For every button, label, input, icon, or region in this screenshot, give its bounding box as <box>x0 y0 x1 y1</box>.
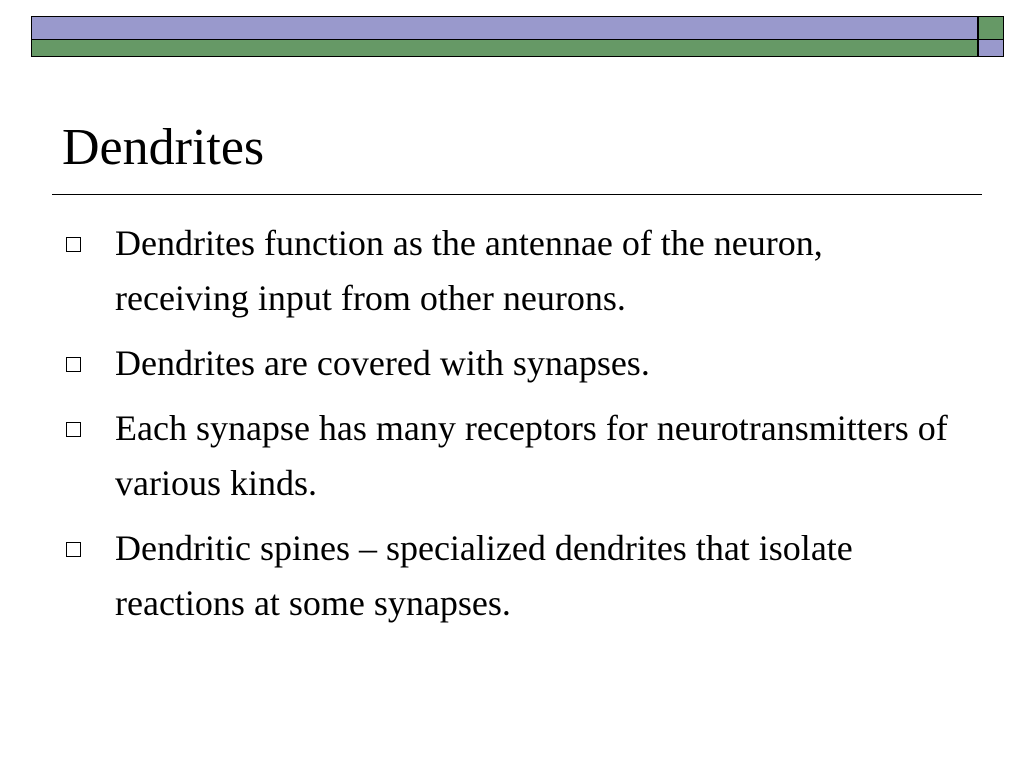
bullet-text: Each synapse has many receptors for neurotransmitters of various kinds. <box>115 408 948 503</box>
header-bar-bottom-band <box>32 39 977 56</box>
corner-box-bottom-band <box>979 39 1003 56</box>
hollow-square-bullet-icon <box>66 422 81 437</box>
bullet-text: Dendrites are covered with synapses. <box>115 343 650 383</box>
bullet-text: Dendrites function as the antennae of the neuron, receiving input from other neurons. <box>115 223 823 318</box>
slide-title: Dendrites <box>62 119 265 176</box>
hollow-square-bullet-icon <box>66 237 81 252</box>
bullet-item <box>60 521 960 631</box>
bullet-list <box>60 216 960 641</box>
title-divider <box>52 194 982 195</box>
header-decoration-bar <box>31 16 978 57</box>
bullet-item <box>60 336 960 391</box>
hollow-square-bullet-icon <box>66 357 81 372</box>
hollow-square-bullet-icon <box>66 542 81 557</box>
bullet-item <box>60 216 960 326</box>
header-corner-box <box>978 16 1004 57</box>
bullet-item <box>60 401 960 511</box>
bullet-text: Dendritic spines – specialized dendrites that isolate reactions at some synapses. <box>115 528 853 623</box>
